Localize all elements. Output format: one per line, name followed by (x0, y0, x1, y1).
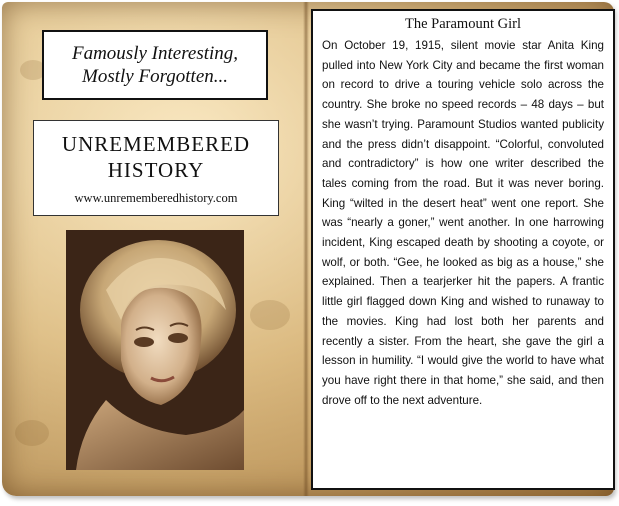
portrait-photo (66, 230, 244, 470)
tagline-line-1: Famously Interesting, (71, 43, 239, 64)
article-panel (311, 9, 615, 490)
brand-box (33, 120, 279, 216)
paper-stain (250, 300, 290, 330)
article-body: On October 19, 1915, silent movie star Anita King pulled into New York City and became the first woman on record to drive a touring vehicle solo across the country. She broke no speed records – 48 days – but she wasn’t trying. Paramount Studios wanted publicity and the press didn’t disappoint. “Colorful, convoluted and contradictory” is how one writer described the tales coming from the road. But it was never boring. King “wilted in the desert heat” went one report. She was “nearly a goner,” went another. In one harrowing incident, King escaped death by shooting a coyote, or wolf, or both. “Gee, he looked as big as a house,” she explained. Then a tearjerker hit the papers. A frantic little girl flagged down King and wished to runaway to the movies. King had lost both her parents and recently a sister. From the heart, she gave the girl a lesson in humility. “I would give the world to have what you have right there in that home,” she said, and then drove off to the next adventure. (322, 39, 604, 407)
page-fold (303, 2, 309, 496)
tagline-line-2: Mostly Forgotten... (82, 66, 228, 87)
brand-title-line-2: HISTORY (107, 157, 205, 182)
brand-title-line-1: UNREMEMBERED (61, 131, 251, 156)
paper-stain (15, 420, 49, 446)
website-link[interactable]: www.unrememberedhistory.com (74, 190, 238, 205)
portrait-photo-icon (66, 230, 244, 470)
tagline-box (42, 30, 268, 100)
article-title: The Paramount Girl (405, 16, 521, 32)
